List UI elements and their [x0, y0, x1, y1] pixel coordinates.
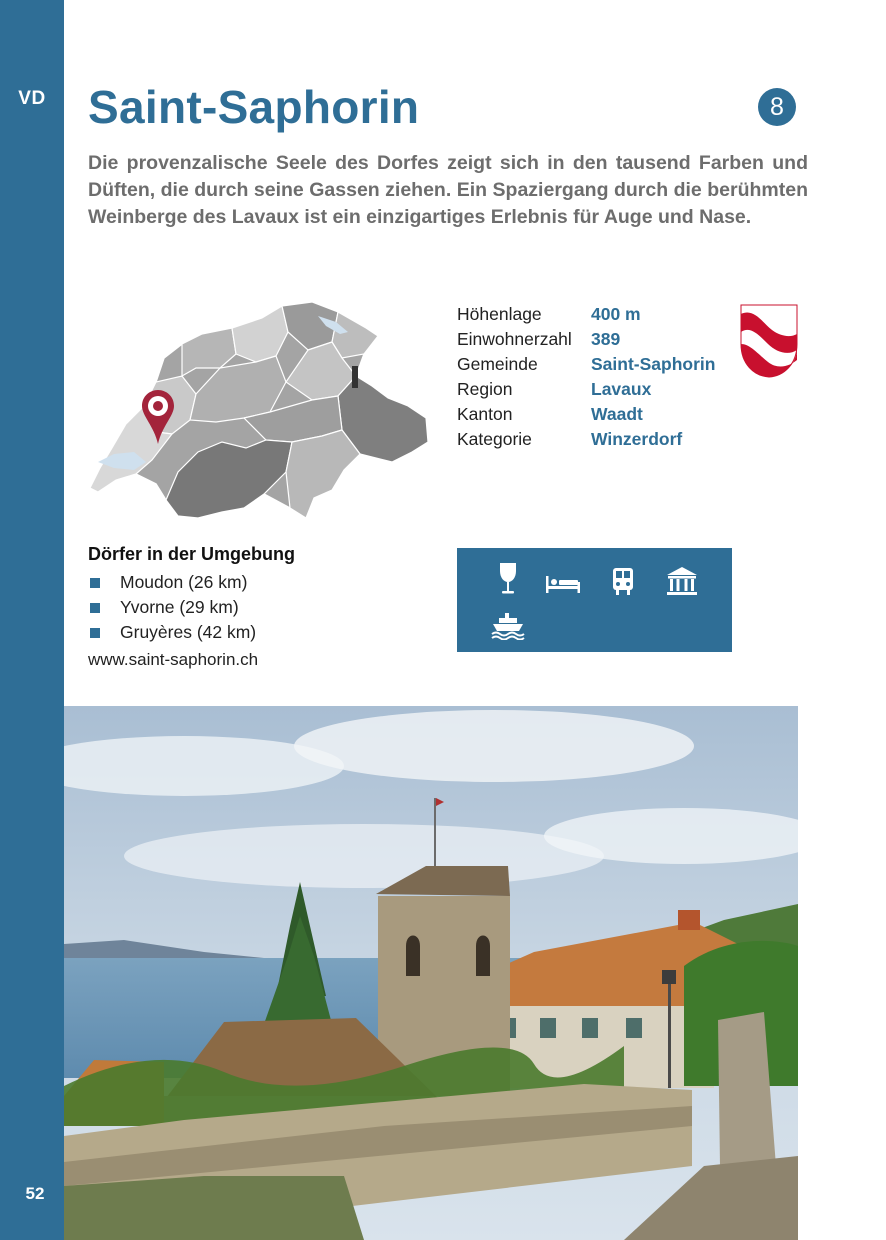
boat-icon	[491, 612, 525, 640]
fact-row	[457, 427, 715, 452]
entry-number-badge: 8	[758, 88, 796, 126]
wine-glass-icon	[497, 562, 519, 596]
fact-label: Einwohnerzahl	[457, 329, 572, 349]
fact-row	[457, 377, 715, 402]
fact-value: Lavaux	[591, 379, 652, 399]
nearby-village: Yvorne (29 km)	[120, 597, 239, 617]
bed-icon	[545, 574, 581, 594]
fact-row	[457, 327, 715, 352]
nearby-village: Moudon (26 km)	[120, 572, 248, 592]
fact-row	[457, 402, 715, 427]
nearby-villages-heading: Dörfer in der Umgebung	[88, 544, 296, 564]
side-bar	[0, 0, 64, 1240]
bullet-icon	[90, 603, 100, 613]
canton-tag: VD	[18, 88, 46, 109]
page-number: 52	[25, 1184, 45, 1203]
museum-icon	[666, 566, 698, 596]
website-link[interactable]: www.saint-saphorin.ch	[88, 650, 259, 669]
train-icon	[613, 568, 633, 596]
fact-label: Höhenlage	[457, 304, 542, 324]
list-item	[88, 595, 256, 620]
list-item	[88, 620, 256, 645]
fact-label: Kategorie	[457, 429, 532, 449]
nearby-villages-list	[88, 570, 256, 645]
switzerland-map	[86, 302, 432, 528]
fact-row	[457, 302, 715, 327]
village-photo	[64, 706, 798, 1240]
fact-value: Waadt	[591, 404, 643, 424]
coat-of-arms-icon	[740, 304, 798, 378]
fact-row	[457, 352, 715, 377]
nearby-village: Gruyères (42 km)	[120, 622, 257, 642]
bullet-icon	[90, 578, 100, 588]
list-item	[88, 570, 256, 595]
fact-value: Winzerdorf	[591, 429, 683, 449]
intro-text: Die provenzalische Seele des Dorfes zeigt sich in den tausend Farben und Düften, die durch seine Gassen ziehen. Ein Spaziergang durch die berühmten Weinberge des Lavaux ist ein einzigartiges Erlebnis für Auge und Nase.	[88, 152, 808, 228]
fact-value: 400 m	[591, 304, 641, 324]
amenities-box	[457, 548, 732, 652]
fact-table	[457, 302, 715, 452]
page-title: Saint-Saphorin	[88, 81, 420, 133]
fact-label: Kanton	[457, 404, 513, 424]
fact-value: Saint-Saphorin	[591, 354, 716, 374]
fact-label: Region	[457, 379, 513, 399]
fact-label: Gemeinde	[457, 354, 538, 374]
fact-value: 389	[591, 329, 621, 349]
bullet-icon	[90, 628, 100, 638]
